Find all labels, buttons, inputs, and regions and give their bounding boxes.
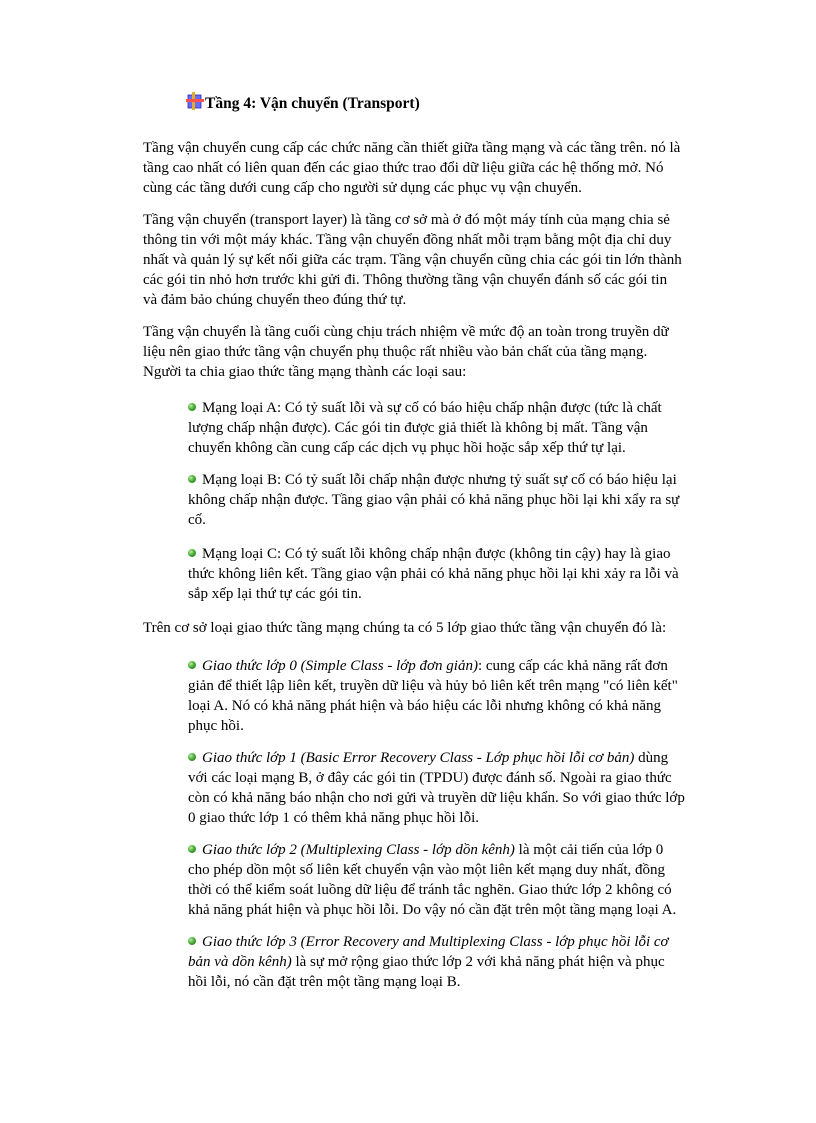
- section-heading: [186, 94, 420, 114]
- green-bullet-icon: [188, 475, 196, 483]
- green-bullet-icon: [188, 937, 196, 945]
- list-item-class-2: Giao thức lớp 2 (Multiplexing Class - lớp dồn kênh) là một cải tiến của lớp 0 cho phép dồn một số liên kết chuyển vận vào một liên kết mạng duy nhất, đồng thời có thể kiểm soát luồng dữ liệu để tránh tắc nghẽn. Giao thức lớp 2 không có khả năng phát hiện và phục hồi lỗi. Do vậy nó cần đặt trên một tầng mạng loại A.: [188, 842, 677, 918]
- heading-text: Tầng 4: Vận chuyển (Transport): [205, 95, 420, 112]
- list-item-network-c: Mạng loại C: Có tỷ suất lỗi không chấp nhận được (không tin cậy) hay là giao thức không liên kết. Tầng giao vận phải có khả năng phục hồi lại khi xảy ra lỗi và sắp xếp lại thứ tự các gói tin.: [188, 546, 679, 602]
- document-icon: [186, 92, 204, 110]
- paragraph-transport-layer: Tầng vận chuyển (transport layer) là tầng cơ sở mà ở đó một máy tính của mạng chia sẻ thông tin với một máy khác. Tầng vận chuyển đồng nhất mỗi trạm bằng một địa chỉ duy nhất và quản lý sự kết nối giữa các trạm. Tầng vận chuyển cũng chia các gói tin lớn thành các gói tin nhỏ hơn trước khi gửi đi. Thông thường tầng vận chuyển đánh số các gói tin và đảm bảo chúng chuyển theo đúng thứ tự.: [143, 212, 682, 308]
- green-bullet-icon: [188, 845, 196, 853]
- green-bullet-icon: [188, 549, 196, 557]
- list-item-network-a: Mạng loại A: Có tỷ suất lỗi và sự cố có báo hiệu chấp nhận được (tức là chất lượng chấp nhận được). Các gói tin được giả thiết là không bị mất. Tầng vận chuyển không cần cung cấp các dịch vụ phục hồi hoặc sắp xếp thứ tự lại.: [188, 400, 662, 456]
- list-item-class-0: Giao thức lớp 0 (Simple Class - lớp đơn giản): cung cấp các khả năng rất đơn giản để thiết lập liên kết, truyền dữ liệu và hủy bỏ liên kết trên mạng "có liên kết" loại A. Nó có khả năng phát hiện và báo hiệu các lỗi nhưng không có khả năng phục hồi.: [188, 658, 678, 734]
- paragraph-network-types-intro: Tầng vận chuyển là tầng cuối cùng chịu trách nhiệm về mức độ an toàn trong truyền dữ liệu nên giao thức tầng vận chuyển phụ thuộc rất nhiều vào bản chất của tầng mạng. Người ta chia giao thức tầng mạng thành các loại sau:: [143, 324, 669, 380]
- paragraph-classes-intro: Trên cơ sở loại giao thức tầng mạng chúng ta có 5 lớp giao thức tầng vận chuyển đó là:: [143, 620, 667, 636]
- paragraph-intro: Tầng vận chuyển cung cấp các chức năng cần thiết giữa tầng mạng và các tầng trên. nó là tầng cao nhất có liên quan đến các giao thức trao đổi dữ liệu giữa các hệ thống mở. Nó cùng các tầng dưới cung cấp cho người sử dụng các phục vụ vận chuyển.: [143, 140, 681, 196]
- list-item-network-b: Mạng loại B: Có tỷ suất lỗi chấp nhận được nhưng tỷ suất sự cố có báo hiệu lại không chấp nhận được. Tầng giao vận phải có khả năng phục hồi lại khi xẩy ra sự cố.: [188, 472, 680, 528]
- green-bullet-icon: [188, 753, 196, 761]
- list-item-class-1: Giao thức lớp 1 (Basic Error Recovery Class - Lớp phục hồi lỗi cơ bản) dùng với các loại mạng B, ở đây các gói tin (TPDU) được đánh số. Ngoài ra giao thức còn có khả năng báo nhận cho nơi gửi và truyền dữ liệu khẩn. So với giao thức lớp 0 giao thức lớp 1 có thêm khả năng phục hồi lỗi.: [188, 750, 685, 826]
- green-bullet-icon: [188, 403, 196, 411]
- green-bullet-icon: [188, 661, 196, 669]
- list-item-class-3: Giao thức lớp 3 (Error Recovery and Multiplexing Class - lớp phục hồi lỗi cơ bản và dồn kênh) là sự mở rộng giao thức lớp 2 với khả năng phát hiện và phục hồi lỗi, nó cần đặt trên một tầng mạng loại B.: [188, 934, 669, 990]
